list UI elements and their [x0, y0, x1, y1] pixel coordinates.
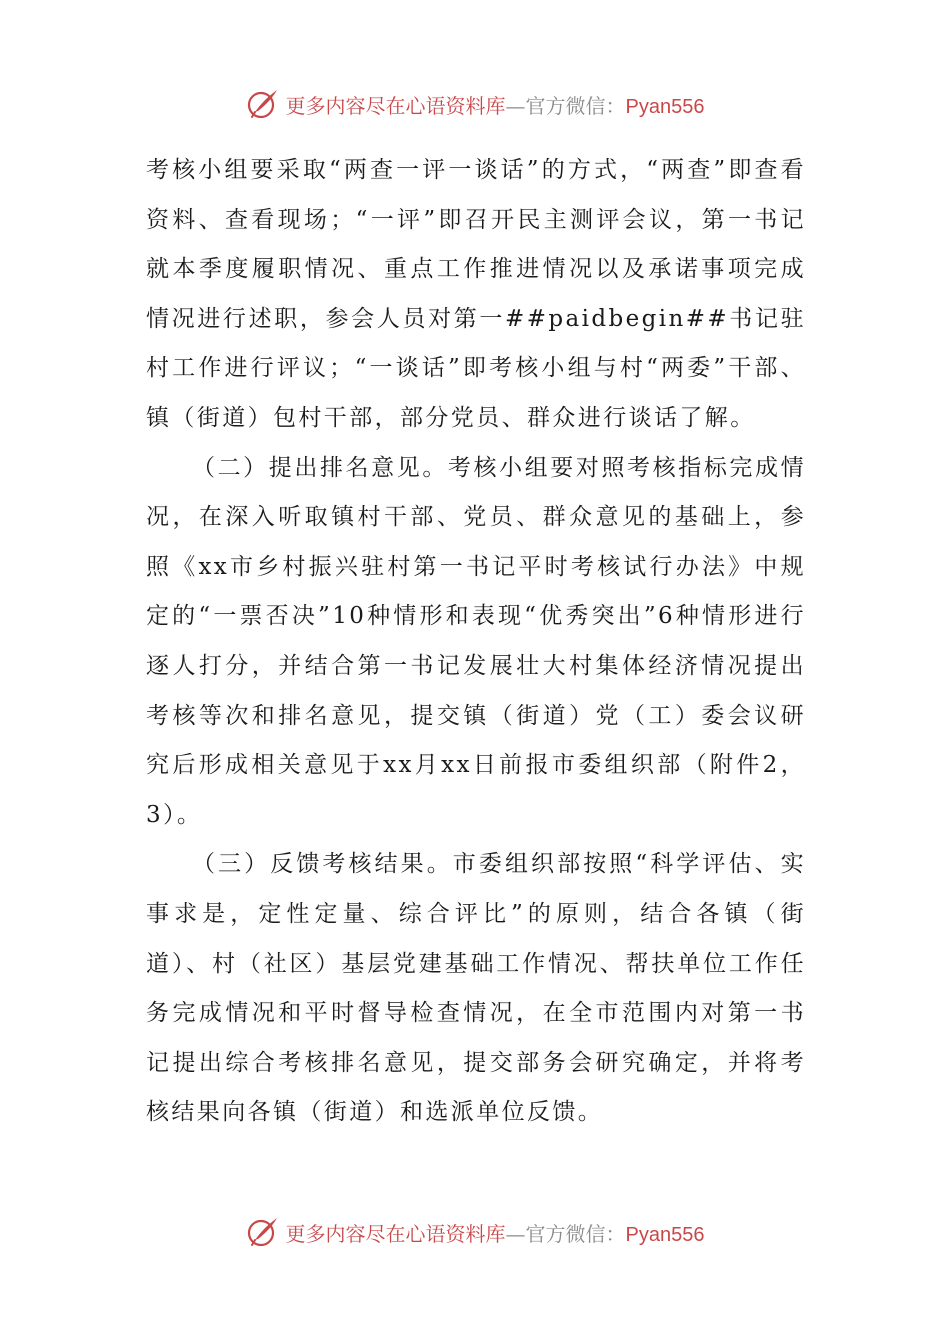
banner-wechat-label: 官方微信： [525, 1221, 626, 1246]
banner-main-text: 更多内容尽在心语资料库 [285, 93, 506, 118]
banner-separator: — [505, 1221, 526, 1246]
banner-text [286, 90, 705, 119]
paragraph-3: （三）反馈考核结果。市委组织部按照“科学评估、实事求是，定性定量、综合评比”的原则，结合各镇（街道）、村（社区）基层党建基础工作情况、帮扶单位工作任务完成情况和平时督导检查情况，在全市范围内对第一书记提出综合考核排名意见，提交部务会研究确定，并将考核结果向各镇（街道）和选派单位反馈。 [146, 851, 806, 1126]
quill-logo-icon [246, 1215, 280, 1249]
banner-separator: — [505, 93, 526, 118]
header-banner [0, 84, 950, 124]
footer-banner [0, 1212, 950, 1252]
banner-main-text: 更多内容尽在心语资料库 [285, 1221, 506, 1246]
banner-wechat-label: 官方微信： [525, 93, 626, 118]
document-body [146, 146, 806, 1138]
paragraph-2: （二）提出排名意见。考核小组要对照考核指标完成情况，在深入听取镇村干部、党员、群众意见的基础上，参照《xx市乡村振兴驻村第一书记平时考核试行办法》中规定的“一票否决”10种情形和表现“优秀突出”6种情形进行逐人打分，并结合第一书记发展壮大村集体经济情况提出考核等次和排名意见，提交镇（街道）党（工）委会议研究后形成相关意见于xx月xx日前报市委组织部（附件2，3）。 [146, 454, 806, 828]
banner-text [286, 1218, 705, 1247]
banner-wechat-id: Pyan556 [625, 95, 705, 118]
banner-wechat-id: Pyan556 [625, 1223, 705, 1246]
paragraph-1: 考核小组要采取“两查一评一谈话”的方式，“两查”即查看资料、查看现场；“一评”即召开民主测评会议，第一书记就本季度履职情况、重点工作推进情况以及承诺事项完成情况进行述职，参会人员对第一##paidbegin##书记驻村工作进行评议；“一谈话”即考核小组与村“两委”干部、镇（街道）包村干部，部分党员、群众进行谈话了解。 [146, 157, 806, 431]
quill-logo-icon [246, 87, 280, 121]
